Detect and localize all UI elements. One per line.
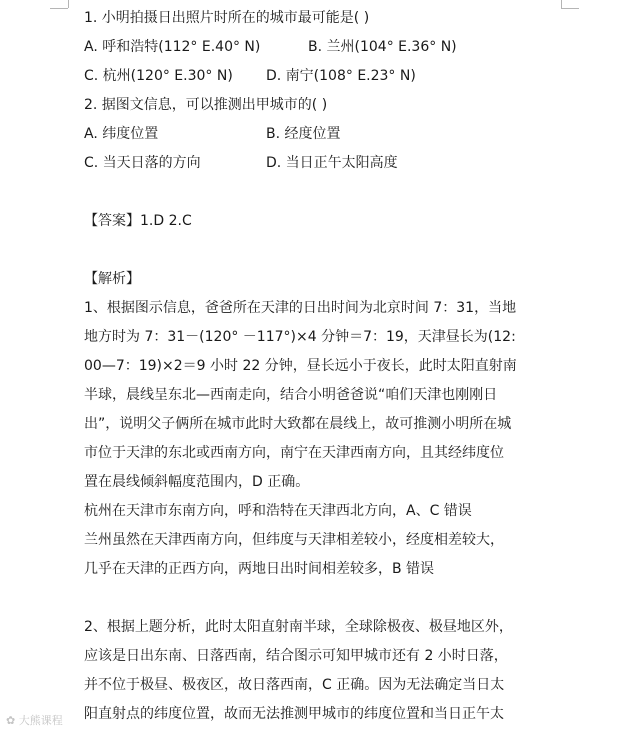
analysis-2 xyxy=(84,613,594,729)
q1-options-row-1 xyxy=(84,33,594,62)
analysis-1-line: 几乎在天津的正西方向，两地日出时间相差较多，B 错误 xyxy=(84,561,435,577)
analysis-2-line: 阳直射点的纬度位置，故而无法推测甲城市的纬度位置和当日正午太 xyxy=(84,706,504,722)
page-corner-mark-left xyxy=(68,0,69,8)
watermark-logo xyxy=(6,712,63,728)
page-corner-mark-left-h xyxy=(50,8,68,9)
q2-options-row-2 xyxy=(84,149,594,178)
analysis-1-line: 半球，晨线呈东北—西南走向，结合小明爸爸说“咱们天津也刚刚日 xyxy=(84,387,498,403)
answer-line: 【答案】1.D 2.C xyxy=(84,213,192,229)
q2-stem: 2. 据图文信息，可以推测出甲城市的( ) xyxy=(84,97,328,113)
analysis-1-line: 出”，说明父子俩所在城市此时大致都在晨线上，故可推测小明所在城 xyxy=(84,416,512,432)
document-body xyxy=(84,0,594,729)
analysis-2-line: 2、根据上题分析，此时太阳直射南半球，全球除极夜、极昼地区外， xyxy=(84,619,513,635)
analysis-1-line: 杭州在天津市东南方向，呼和浩特在天津西北方向，A、C 错误 xyxy=(84,503,472,519)
analysis-1-line: 00—7：19)×2＝9 小时 22 分钟，昼长远小于夜长，此时太阳直射南 xyxy=(84,358,517,374)
q2-option-b: B. 经度位置 xyxy=(266,126,341,142)
q2-option-d: D. 当日正午太阳高度 xyxy=(266,155,398,171)
analysis-title: 【解析】 xyxy=(84,271,140,287)
analysis-2-line: 并不位于极昼、极夜区，故日落西南，C 正确。因为无法确定当日太 xyxy=(84,677,505,693)
q1-option-b: B. 兰州(104° E.36° N) xyxy=(308,39,457,55)
analysis-1-line: 置在晨线倾斜幅度范围内，D 正确。 xyxy=(84,474,310,490)
analysis-1-line: 1、根据图示信息，爸爸所在天津的日出时间为北京时间 7：31，当地 xyxy=(84,300,517,316)
q1-stem: 1. 小明拍摄日出照片时所在的城市最可能是( ) xyxy=(84,10,370,26)
q2-option-c: C. 当天日落的方向 xyxy=(84,155,201,171)
watermark-text: 大熊课程 xyxy=(18,714,63,727)
analysis-1-line: 市位于天津的东北或西南方向，南宁在天津西南方向，且其经纬度位 xyxy=(84,445,504,461)
paw-icon: ✿ xyxy=(6,714,16,727)
q1-options-row-2 xyxy=(84,62,594,91)
analysis-1-line: 兰州虽然在天津西南方向，但纬度与天津相差较小，经度相差较大， xyxy=(84,532,504,548)
q1-option-c: C. 杭州(120° E.30° N) xyxy=(84,68,233,84)
analysis-2-line: 应该是日出东南、日落西南，结合图示可知甲城市还有 2 小时日落， xyxy=(84,648,508,664)
analysis-1-line: 地方时为 7：31－(120° －117°)×4 分钟＝7：19，天津昼长为(12: xyxy=(84,329,516,345)
q2-options-row-1 xyxy=(84,120,594,149)
q2-option-a: A. 纬度位置 xyxy=(84,126,159,142)
q1-option-a: A. 呼和浩特(112° E.40° N) xyxy=(84,39,261,55)
q1-option-d: D. 南宁(108° E.23° N) xyxy=(266,68,416,84)
analysis-1 xyxy=(84,294,594,584)
